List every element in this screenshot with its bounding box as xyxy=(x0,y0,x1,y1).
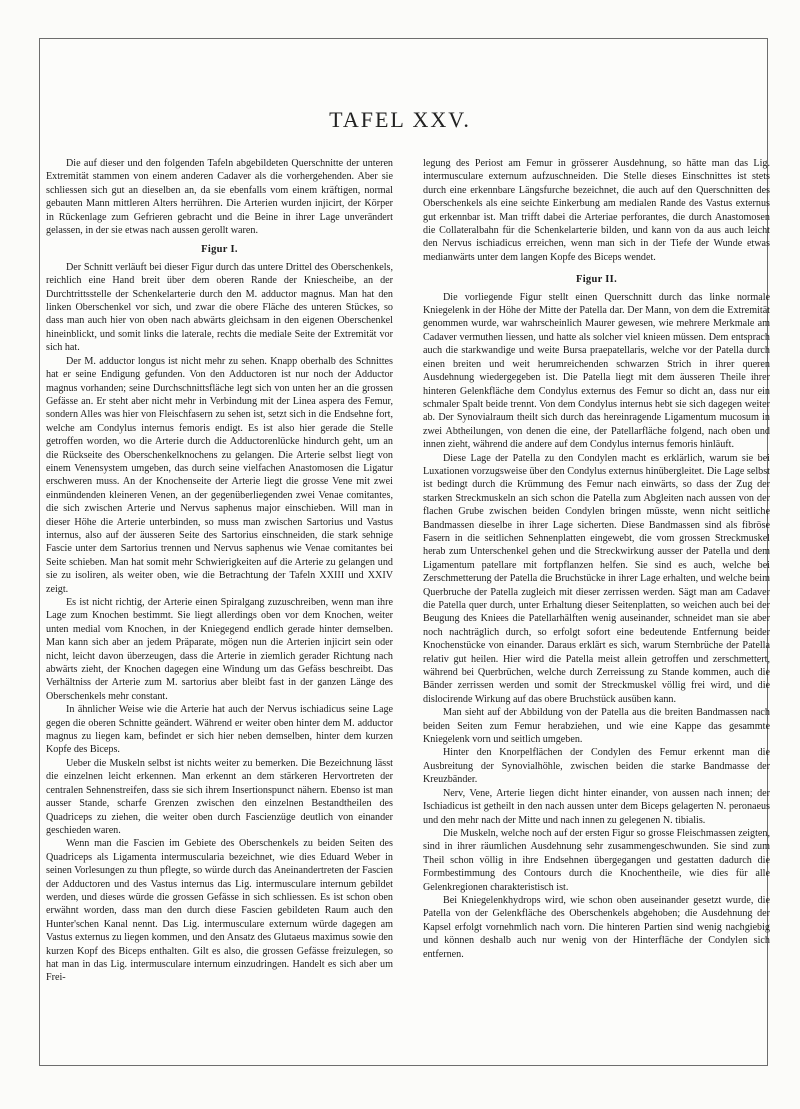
paragraph: Hinter den Knorpelflächen der Condylen des Femur erkennt man die Ausbreitung der Synovialhöhle, zwischen beiden die starke Bandmasse der Kreuzbänder. xyxy=(423,747,770,786)
intro-paragraph: Die auf dieser und den folgenden Tafeln abgebildeten Querschnitte der unteren Extremität stammen von einem anderen Cadaver als die vorhergehenden. Aber sie schliessen sich gut an dieselben an, da sie ebenfalls vom einem kräftigen, normal gebauten Mann mittleren Alters herrühren. Die Arterien wurden injicirt, der Körper in Rückenlage zum Gefrieren gebracht und die Beine in ihrer Lage unverändert gelassen, in der sie etwas nach aussen gerollt waren. xyxy=(46,158,393,237)
paragraph: Nerv, Vene, Arterie liegen dicht hinter einander, von aussen nach innen; der Ischiadicus ist getheilt in den nach aussen unter dem Biceps gelagerten N. peronaeus und den mehr nach der Mitte und nach innen zu gelegenen N. tibialis. xyxy=(423,787,770,826)
paragraph: Es ist nicht richtig, der Arterie einen Spiralgang zuzuschreiben, wenn man ihre Lage zum Knochen bestimmt. Sie liegt allerdings oben vor dem Knochen, weiter unten medial vom Knochen, in der Kniegegend endlich gerade hinter demselben. Man kann sich aber an jedem Präparate, mögen nun die Arterien injicirt sein oder nicht, leicht davon überzeugen, dass die Arterie in ziemlich gerader Richtung nach abwärts zieht, der Knochen dagegen eine Windung um das Gefäss beschreibt. Das Verhältniss der Arterie zum M. sartorius aber bleibt fast in der ganzen Länge des Oberschenkels mehr constant. xyxy=(46,597,393,702)
continuation-paragraph: legung des Periost am Femur in grösserer Ausdehnung, so hätte man das Lig. intermusculare externum aufzuschneiden. Die Stelle dieses Einschnittes ist stets durch eine erkennbare Längsfurche bezeichnet, die auch auf den Querschnitten des Oberschenkels als eine seichte Einkerbung am medialen Rande des Vastus externus gut erkennbar ist. Man trifft dabei die Arteriae perforantes, die durch Anastomosen die Collateralbahn für die Schenkelarterie bilden, und kann von da aus auch leicht den Nervus ischiadicus erreichen, wenn man sich in der Tiefe der Wunde etwas medianwärts unter dem langen Kopfe des Biceps wendet. xyxy=(423,158,770,263)
heading-figur-1: Figur I. xyxy=(201,244,238,256)
paragraph: Bei Kniegelenkhydrops wird, wie schon oben auseinander gesetzt wurde, die Patella von der Gelenkfläche des Oberschenkels abgehoben; die Ausdehnung der Kapsel erfolgt vornehmlich nach vorn. Die hinteren Partien sind wenig nachgiebig und können deshalb auch nur wenig von der Hinterfläche der Condylen sich entfernen. xyxy=(423,894,770,960)
left-column xyxy=(46,157,393,985)
paragraph: Man sieht auf der Abbildung von der Patella aus die breiten Bandmassen nach beiden Seiten zum Femur herabziehen, und wie eine Kappe das gesammte Kniegelenk vorn und seitlich umgeben. xyxy=(423,707,770,746)
paragraph: Wenn man die Fascien im Gebiete des Oberschenkels zu beiden Seiten des Quadriceps als Ligamenta intermuscularia bezeichnet, wie dies Eduard Weber in seinen Vorlesungen zu thun pflegte, so würde durch das Aneinandertreten der Fascien der Adductoren und des Vastus internus das Lig. intermusculare internum gebildet werden, und dieses würde die grossen Gefässe in sich schliessen. Es ist schon oben erwähnt worden, dass man den durch diese Fascien gebildeten Raum auch den Hunter'schen Kanal nennt. Das Lig. intermusculare externum würde dagegen am Vastus externus zu liegen kommen, und den Ansatz des Glutaeus maximus sowie den kurzen Kopf des Biceps enthalten. Gilt es also, die grossen Gefässe freizulegen, so hat man in das Lig. intermusculare internum einzudringen. Handelt es sich aber um Frei- xyxy=(46,838,393,984)
paragraph: Der M. adductor longus ist nicht mehr zu sehen. Knapp oberhalb des Schnittes hat er seine Endigung gefunden. Von den Adductoren ist nur noch der Adductor magnus vorhanden; seine Durchschnittsfläche legt sich von unten her an die grossen Gefässe an. Er steht aber nicht mehr in Verbindung mit der Linea aspera des Femur, sondern Alles was hier von Fleischfasern zu sehen ist, setzt sich in die Endsehne fort, welche am Condylus internus femoris endigt. Es ist also hier gerade die Stelle getroffen worden, wo die Arterie durch die Adductorenlücke hindurch geht, um an die Rückseite des Oberschenkelknochens zu gelangen. Die Arterie selbst liegt von einem Venensystem umgeben, das durch seine vielfachen Anastomosen die Ligatur erschweren muss. An der Knochenseite der Arterie liegt die grosse Vene mit zwei einmündenden kleineren Venen, an der gegenüberliegenden zwei Venae comitantes, die sich zwischen Arterie und Nervus saphenus major einschieben. Will man in dieser Höhe die Arterie unterbinden, so muss man zwischen Sartorius und Vastus internus, also auf der äusseren Seite des Sartorius einschneiden, die stark sehnige Fascie unter dem Sartorius trennen und Nervus saphenus wie Venae comitantes bei Seite schieben. Man hat somit mehr Schwierigkeiten auf die Arterie zu gelangen und sie zu isoliren, als weiter oben, wie die Betrachtung der Tafeln XXIII und XXIV zeigt. xyxy=(46,355,393,595)
paragraph: Ueber die Muskeln selbst ist nichts weiter zu bemerken. Die Bezeichnung lässt die einzelnen leicht erkennen. Man erkennt an dem stärkeren Hervortreten der centralen Sehnenstreifen, dass sie sich ihrem Insertionspunct nähern. Ebenso ist man ausser Stande, scharfe Grenzen zwischen den einzelnen Bestandtheilen des Quadriceps zu ziehen, die weiter oben durch Fascienzüge deutlich von einander geschieden waren. xyxy=(46,757,393,836)
right-column xyxy=(423,157,770,985)
text-columns xyxy=(46,157,770,985)
paragraph: In ähnlicher Weise wie die Arterie hat auch der Nervus ischiadicus seine Lage gegen die oberen Schnitte geändert. Während er weiter oben hinter dem M. adductor magnus zu liegen kam, befindet er sich hier neben demselben, hinter dem kurzen Kopfe des Biceps. xyxy=(46,704,393,756)
paragraph: Die vorliegende Figur stellt einen Querschnitt durch das linke normale Kniegelenk in der Höhe der Mitte der Patella dar. Der Mann, von dem die Extremität genommen wurde, war wahrscheinlich Maurer gewesen, wie mehrere Merkmale am Cadaver vermuthen liessen, und hatte als solcher viel knieen müssen. Dem entsprach auch die starkwandige und weite Bursa praepatellaris, welche vor der Patella durch einen breiten und weit herumreichenden schwarzen Strich in ihrer queren Ausdehnung wiedergegeben ist. Die Patella liegt mit dem äusseren Theile ihrer hinteren Gelenkfläche dem Condylus externus des Femur so dicht an, dass nur ein schmaler Spalt beide trennt. Von dem Condylus internus hebt sie sich dagegen weiter ab. Der Synovialraum theilt sich durch das hereinragende Ligamentum mucosum in zwei Abtheilungen, von denen die eine, der Patellarfläche folgend, nach oben und innen zieht, während die andere auf dem Condylus internus femoris hinläuft. xyxy=(423,291,770,451)
paragraph: Diese Lage der Patella zu den Condylen macht es erklärlich, warum sie bei Luxationen vorzugsweise über den Condylus externus hinübergleitet. Die Lage selbst ist bedingt durch die Krümmung des Femur nach einwärts, so dass der Zug der starken Streckmuskeln an sich schon die Patella zum Abgleiten nach aussen von der flachen Grube zwischen beiden Condylen bringen müsste, wenn nicht seitliche Bandmassen dieselbe in ihrer Lage sicherten. Diese Bandmassen sind als fibröse Fasern in die seitlichen Sehnenplatten eingewebt, die vom grossen Streckmuskel herab zum Unterschenkel gehen und die Streckwirkung ausser der Patella und dem Ligamentum patellare mit fortpflanzen helfen. Sie sind es auch, welche bei Zerschmetterung der Patella die Bruchstücke in ihrer Lage erhalten, und welche beim Querbruche der Patella zugleich mit dieser zerrissen werden. Sägt man am Cadaver die Patella quer durch, unter Erhaltung dieser Seitenplatten, so weichen auch bei der Beugung des Kniees die Patellarhälften wenig auseinander, schneidet man sie aber noch nachträglich durch, so erfolgt sofort eine bedeutende Entfernung beider Knochenstücke von einander. Daraus erklärt es sich, warum Sternbrüche der Patella relativ gut heilen. Hier wird die Patella meist allein getroffen und zerschmettert, während bei Querbrüchen, welche durch Zerreissung zu Stande kommen, auch die Bänder zerrissen werden und somit der Streckmuskel völlig frei wird, und die dislocirende Wirkung auf das obere Bruchstück ausüben kann. xyxy=(423,452,770,705)
page-title: TAFEL XXV. xyxy=(329,106,471,132)
heading-figur-2: Figur II. xyxy=(575,274,617,286)
paragraph: Die Muskeln, welche noch auf der ersten Figur so grosse Fleischmassen zeigten, sind in ihrer räumlichen Ausdehnung sehr zusammengeschwunden. Sie sind zum Theil schon völlig in ihre Endsehnen übergegangen und gestatten dadurch die Formbestimmung des Contours durch die Knochentheile, wie dies für alle Gelenkregionen charakteristisch ist. xyxy=(423,827,770,893)
paragraph: Der Schnitt verläuft bei dieser Figur durch das untere Drittel des Oberschenkels, reichlich eine Hand breit über dem oberen Rande der Kniescheibe, an der Durchtrittsstelle der Schenkelarterie durch den M. adductor magnus. Man hat den linken Oberschenkel vor sich, und zwar die obere Fläche des unteren Stückes, so dass man auch hier von oben nach abwärts gleichsam in den eigenen Oberschenkel hineinblickt, und somit links die laterale, rechts die mediale Seite der Extremität vor sich hat. xyxy=(46,261,393,354)
